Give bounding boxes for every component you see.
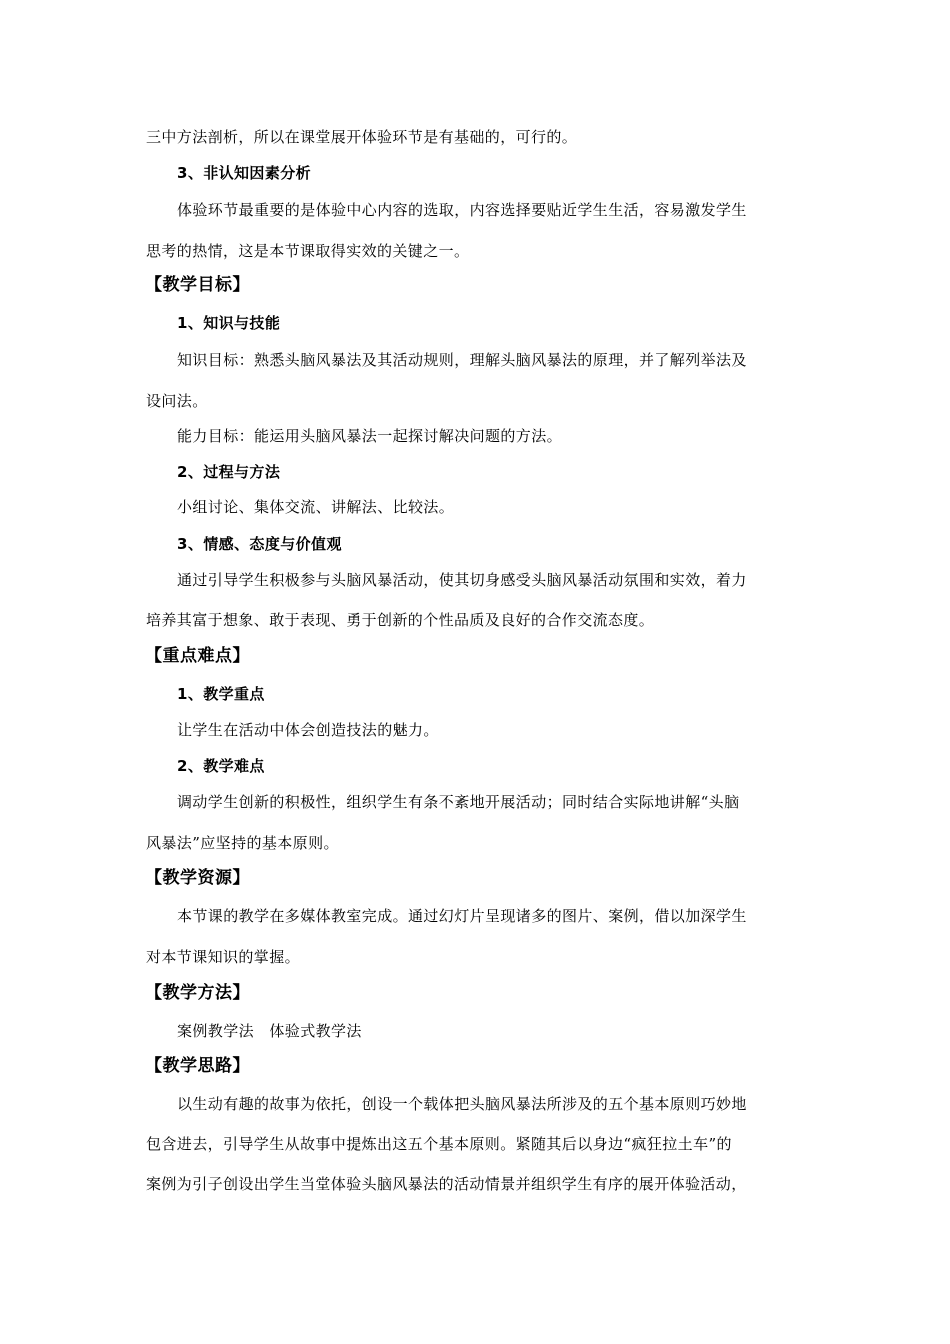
paragraph-line: 包含进去，引导学生从故事中提炼出这五个基本原则。紧随其后以身边“疯狂拉土车”的	[146, 1135, 732, 1153]
paragraph-line: 知识目标：熟悉头脑风暴法及其活动规则，理解头脑风暴法的原理，并了解列举法及	[177, 351, 747, 369]
section-heading: 【教学方法】	[145, 983, 250, 1003]
subsection-heading: 2、过程与方法	[177, 463, 281, 481]
paragraph-line: 体验环节最重要的是体验中心内容的选取，内容选择要贴近学生生活，容易激发学生	[177, 201, 747, 219]
subsection-heading: 2、教学难点	[177, 757, 265, 775]
paragraph-line: 能力目标：能运用头脑风暴法一起探讨解决问题的方法。	[177, 427, 563, 445]
paragraph-line: 让学生在活动中体会创造技法的魅力。	[177, 721, 439, 739]
paragraph-line: 三中方法剖析，所以在课堂展开体验环节是有基础的，可行的。	[146, 128, 578, 146]
paragraph-line: 以生动有趣的故事为依托，创设一个载体把头脑风暴法所涉及的五个基本原则巧妙地	[177, 1095, 747, 1113]
paragraph-line: 案例为引子创设出学生当堂体验头脑风暴法的活动情景并组织学生有序的展开体验活动，	[146, 1175, 747, 1193]
subsection-heading: 1、教学重点	[177, 685, 265, 703]
paragraph-line: 思考的热情，这是本节课取得实效的关键之一。	[146, 242, 470, 260]
paragraph-line: 调动学生创新的积极性，组织学生有条不紊地开展活动；同时结合实际地讲解“头脑	[177, 793, 740, 811]
paragraph-line: 风暴法”应坚持的基本原则。	[146, 834, 339, 852]
paragraph-line: 通过引导学生积极参与头脑风暴活动，使其切身感受头脑风暴活动氛围和实效，着力	[177, 571, 747, 589]
paragraph-line: 设问法。	[146, 392, 208, 410]
paragraph-line: 小组讨论、集体交流、讲解法、比较法。	[177, 498, 455, 516]
paragraph-line: 对本节课知识的掌握。	[146, 948, 301, 966]
subsection-heading: 3、情感、态度与价值观	[177, 535, 342, 553]
paragraph-line: 本节课的教学在多媒体教室完成。通过幻灯片呈现诸多的图片、案例，借以加深学生	[177, 907, 747, 925]
section-heading: 【教学思路】	[145, 1056, 250, 1076]
section-heading: 【教学资源】	[145, 868, 250, 888]
section-heading: 【重点难点】	[145, 646, 250, 666]
paragraph-line: 培养其富于想象、敢于表现、勇于创新的个性品质及良好的合作交流态度。	[146, 611, 655, 629]
subsection-heading: 3、非认知因素分析	[177, 164, 312, 182]
paragraph-line: 案例教学法 体验式教学法	[177, 1022, 362, 1040]
subsection-heading: 1、知识与技能	[177, 314, 281, 332]
section-heading: 【教学目标】	[145, 275, 250, 295]
